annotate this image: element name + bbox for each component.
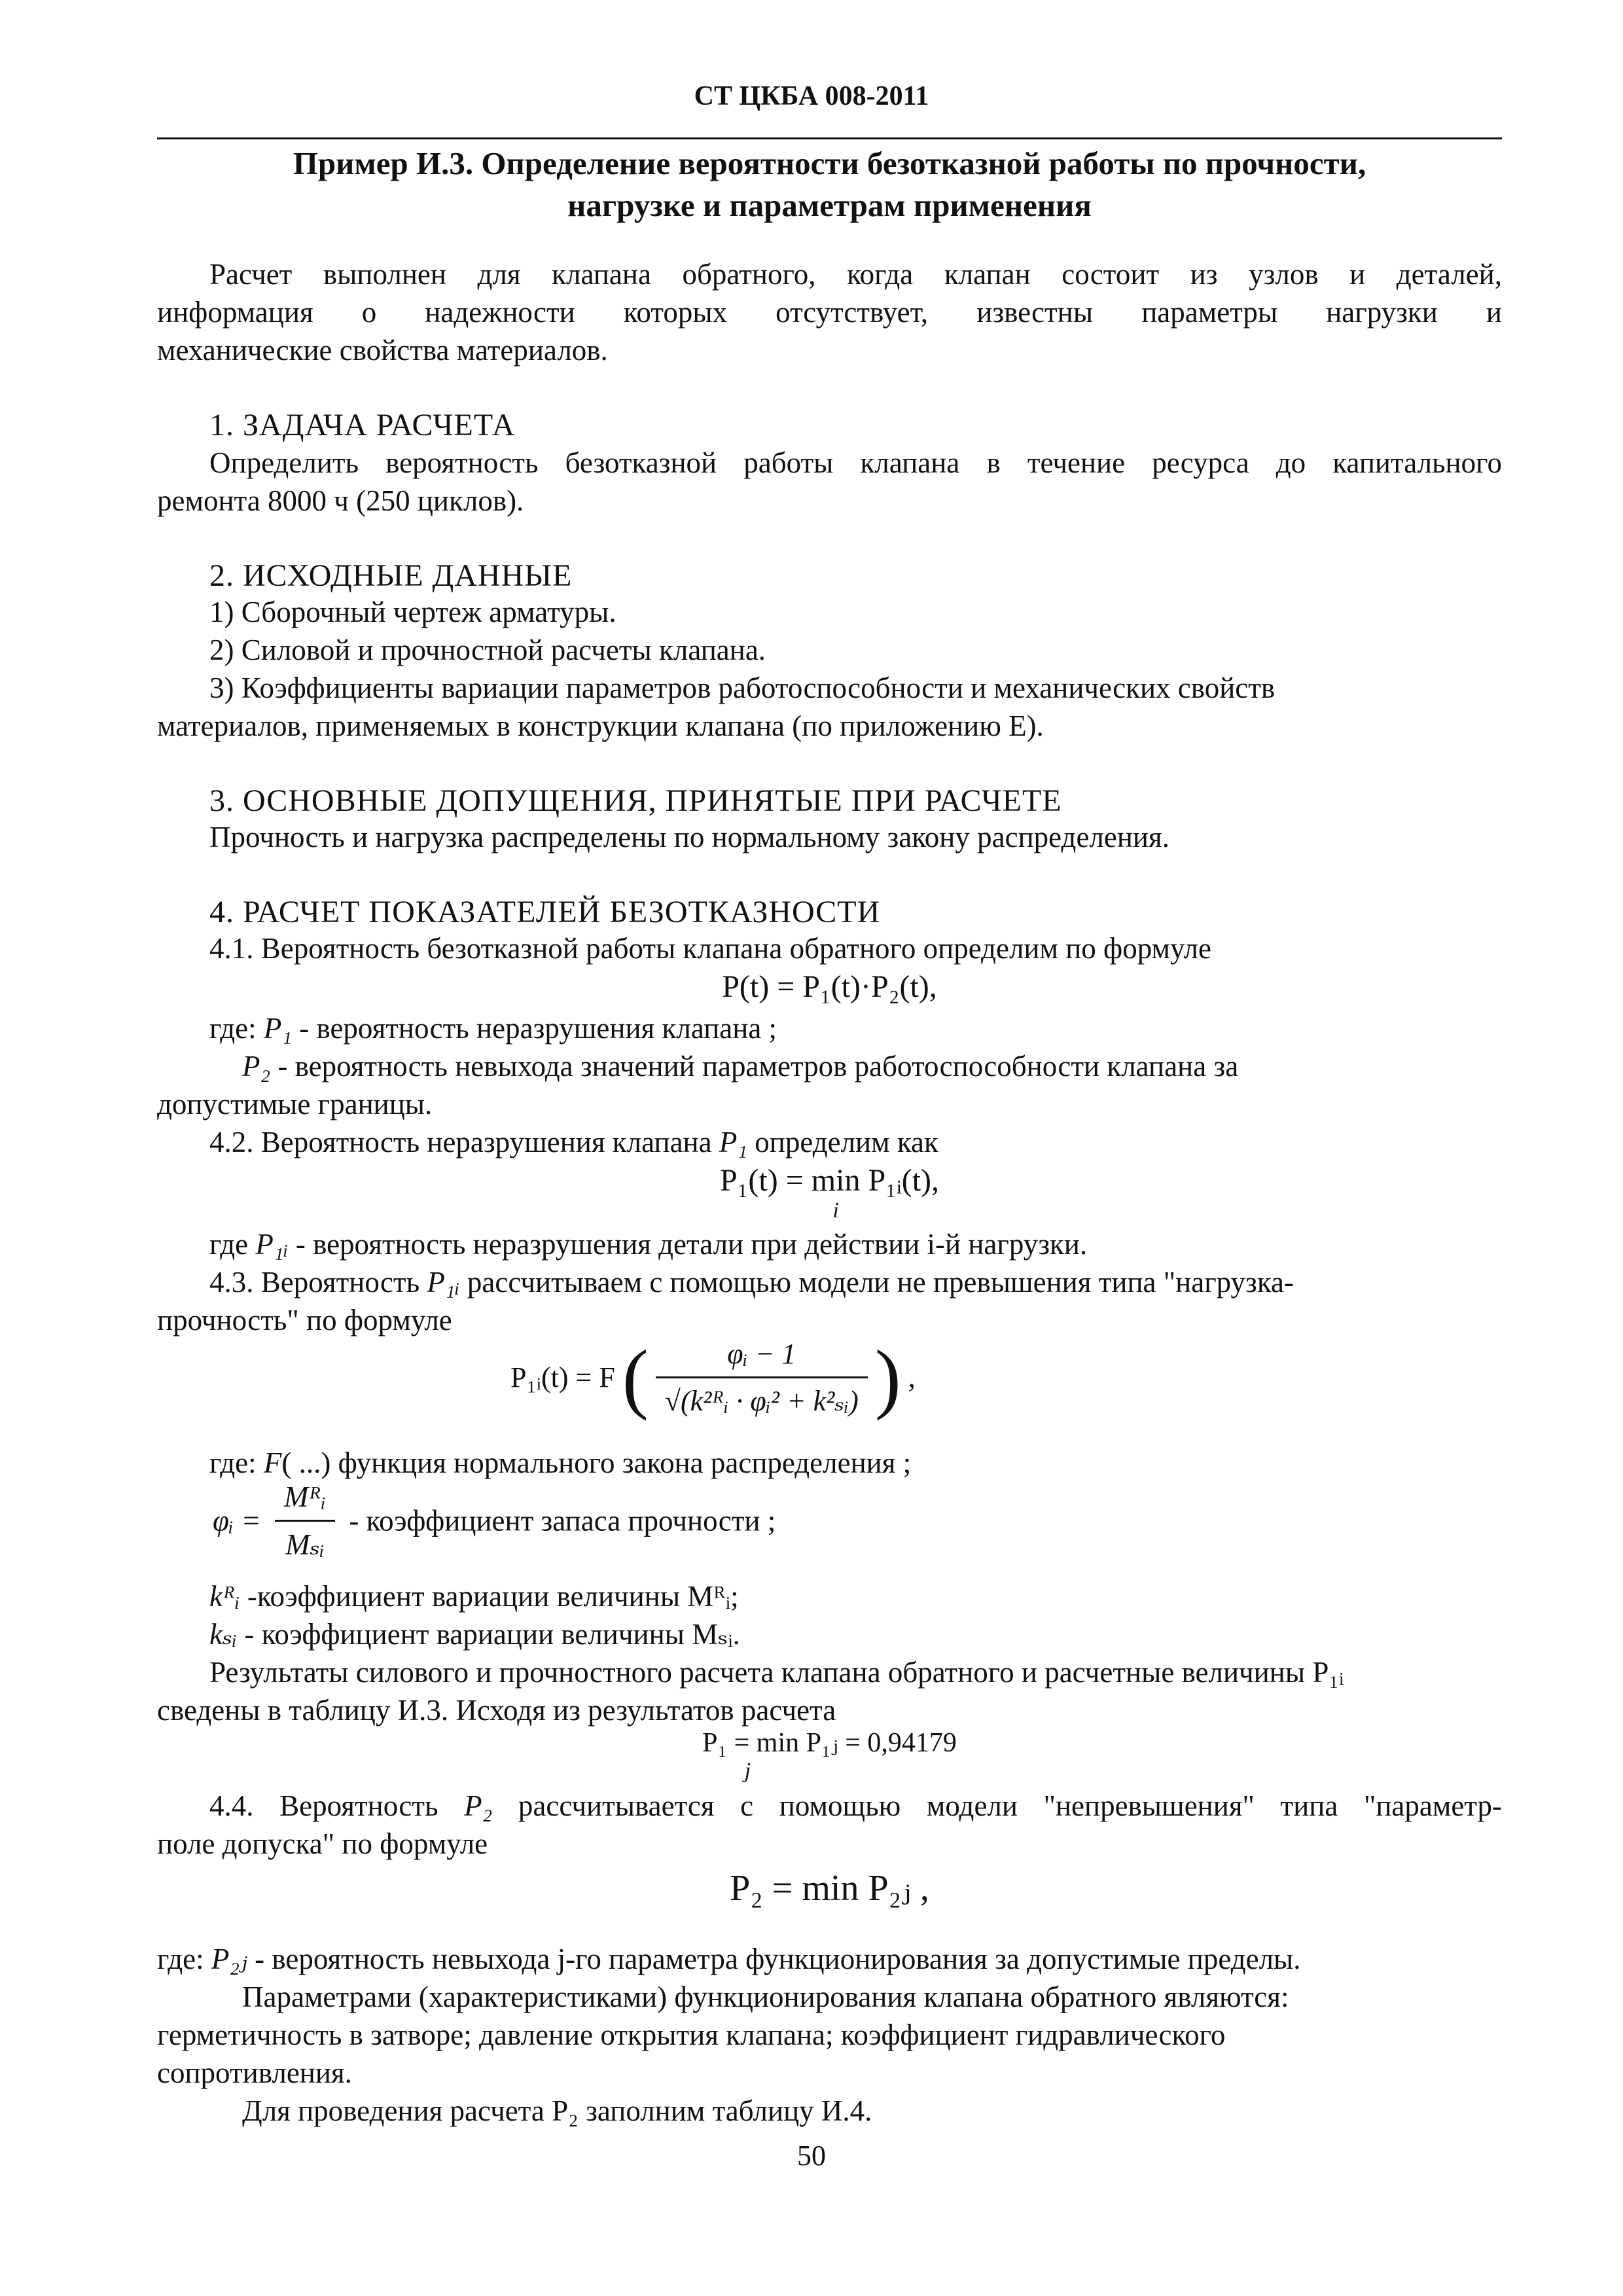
page-number: 50 xyxy=(797,2140,826,2172)
example-title xyxy=(157,143,1502,226)
results-line-1: Результаты силового и прочностного расчета клапана обратного и расчетные величины P₁ᵢ xyxy=(209,1656,1344,1689)
kri-text: -коэффициент вариации величины Mᴿᵢ; xyxy=(240,1580,739,1613)
section-3-line-1: Прочность и нагрузка распределены по нормальному закону распределения. xyxy=(209,821,1169,853)
para-4-2-tail: определим как xyxy=(747,1126,938,1158)
intro-line-1: Расчет выполнен для клапана обратного, когда клапан состоит из узлов и деталей, xyxy=(209,258,1502,291)
phi-text: - коэффициент запаса прочности ; xyxy=(349,1504,776,1537)
where-p1-symbol: P₁ xyxy=(263,1012,292,1045)
title-line-1: Пример И.3. Определение вероятности безотказной работы по прочности, xyxy=(293,145,1366,181)
formula-p-total: P(t) = P₁(t)·P₂(t), xyxy=(722,969,937,1004)
kri-definition xyxy=(157,1577,1502,1617)
formula-p1i-tail: , xyxy=(908,1361,916,1393)
para-4-3-symbol: P₁ᵢ xyxy=(427,1266,460,1299)
para-4-3-text-a: 4.3. Вероятность xyxy=(209,1266,427,1299)
para-4-4-line-2: поле допуска" по формуле xyxy=(157,1827,488,1860)
where-p2j-symbol: P₂ⱼ xyxy=(211,1943,247,1975)
ksi-text: - коэффициент вариации величины Mₛᵢ. xyxy=(237,1618,740,1651)
intro-line-2: информация о надежности которых отсутствует, известны параметры нагрузки и xyxy=(157,296,1502,329)
final-line: Для проведения расчета P₂ заполним таблицу И.4. xyxy=(242,2094,872,2127)
params-line-3: сопротивления. xyxy=(157,2056,352,2089)
para-4-3-line-2: прочность" по формуле xyxy=(157,1304,452,1336)
section-1-line-1: Определить вероятность безотказной работы клапана в течение ресурса до капитального xyxy=(209,446,1502,479)
section-2-item-2: 2) Силовой и прочностной расчеты клапана. xyxy=(209,634,766,666)
phi-numerator: Mᴿᵢ xyxy=(275,1478,335,1522)
para-4-2 xyxy=(157,1123,1502,1162)
phi-denominator: Mₛᵢ xyxy=(285,1528,325,1561)
section-2-item-3-line-2: материалов, применяемых в конструкции клапана (по приложению Е). xyxy=(157,709,1044,742)
where-p2-continuation: допустимые границы. xyxy=(157,1088,433,1121)
where-f-text: ( ...) функция нормального закона распределения ; xyxy=(281,1446,912,1479)
ksi-symbol: kₛᵢ xyxy=(209,1618,238,1651)
where-p1i-text: - вероятность неразрушения детали при действии i-й нагрузки. xyxy=(288,1228,1088,1261)
formula-p1i-numerator: φᵢ − 1 xyxy=(656,1335,868,1378)
para-4-1: 4.1. Вероятность безотказной работы клапана обратного определим по формуле xyxy=(209,932,1211,965)
ksi-definition xyxy=(157,1615,1502,1655)
where-f-prefix: где: xyxy=(209,1446,264,1479)
phi-definition xyxy=(213,1478,1129,1565)
section-2-item-1: 1) Сборочный чертеж арматуры. xyxy=(209,596,616,628)
formula-p1-result-index: j xyxy=(744,1758,751,1783)
where-f-symbol: F xyxy=(263,1446,282,1479)
where-p2j-text: - вероятность невыхода j-го параметра функционирования за допустимые пределы. xyxy=(247,1943,1301,1975)
where-p1-prefix: где: xyxy=(209,1012,264,1045)
section-3-heading: 3. ОСНОВНЫЕ ДОПУЩЕНИЯ, ПРИНЯТЫЕ ПРИ РАСЧЕТЕ xyxy=(209,783,1062,818)
formula-p1-lhs: P₁(t) = xyxy=(719,1163,812,1198)
where-p2j-prefix: где: xyxy=(157,1943,211,1975)
params-line-2: герметичность в затворе; давление открытия клапана; коэффициент гидравлического xyxy=(157,2018,1226,2051)
kri-symbol: kᴿᵢ xyxy=(209,1580,240,1613)
formula-p1-rhs: P₁ᵢ(t), xyxy=(868,1163,940,1198)
min-index: i xyxy=(832,1198,839,1223)
where-p2 xyxy=(157,1047,1502,1086)
section-1-line-2: ремонта 8000 ч (250 циклов). xyxy=(157,484,524,517)
intro-line-3: механические свойства материалов. xyxy=(157,334,608,367)
section-2-item-3-line-1: 3) Коэффициенты вариации параметров работоспособности и механических свойств xyxy=(209,672,1275,704)
formula-p1-result xyxy=(157,1725,1502,1783)
para-4-4-symbol: P₂ xyxy=(464,1789,493,1822)
formula-p1i xyxy=(510,1335,1230,1420)
results-line-2: сведены в таблицу И.3. Исходя из результатов расчета xyxy=(157,1694,836,1727)
where-p1-text: - вероятность неразрушения клапана ; xyxy=(291,1012,777,1045)
para-4-2-text: 4.2. Вероятность неразрушения клапана xyxy=(209,1126,719,1158)
section-1-heading: 1. ЗАДАЧА РАСЧЕТА xyxy=(209,408,516,442)
where-p1i-symbol: P₁ᵢ xyxy=(255,1228,289,1261)
where-f xyxy=(157,1444,1502,1483)
formula-p1i-lhs: P₁ᵢ(t) = F xyxy=(510,1361,615,1393)
right-paren: ) xyxy=(874,1334,901,1422)
para-4-4-text-a: 4.4. Вероятность xyxy=(209,1789,465,1822)
formula-p1-min-operator xyxy=(811,1160,861,1223)
min-label: min xyxy=(811,1163,861,1198)
formula-p1i-fraction xyxy=(656,1335,868,1420)
formula-p1i-denominator: √(k²ᴿᵢ · φᵢ² + k²ₛᵢ) xyxy=(664,1384,859,1417)
para-4-4-text-b: рассчитывается с помощью модели "непревышения" типа "параметр- xyxy=(492,1789,1503,1822)
left-paren: ( xyxy=(622,1334,649,1422)
header-rule xyxy=(157,137,1502,139)
para-4-2-symbol: P₁ xyxy=(719,1126,748,1158)
phi-lhs: φᵢ = xyxy=(213,1504,261,1537)
para-4-4-line-1 xyxy=(157,1787,1502,1826)
where-p1i xyxy=(157,1225,1502,1265)
phi-fraction xyxy=(275,1478,335,1565)
where-p2j xyxy=(157,1940,1502,1979)
section-4-heading: 4. РАСЧЕТ ПОКАЗАТЕЛЕЙ БЕЗОТКАЗНОСТИ xyxy=(209,895,881,929)
where-p1i-prefix: где xyxy=(209,1228,256,1261)
where-p2-symbol: P₂ xyxy=(242,1050,271,1083)
formula-p1-min xyxy=(157,1160,1502,1223)
formula-p2: P₂ = min P₂ⱼ , xyxy=(730,1868,929,1909)
params-line-1: Параметрами (характеристиками) функционирования клапана обратного являются: xyxy=(242,1981,1289,2013)
para-4-3-line-1 xyxy=(157,1263,1502,1302)
title-line-2: нагрузке и параметрам применения xyxy=(567,187,1092,223)
para-4-3-text-b: рассчитываем с помощью модели не превышения типа "нагрузка- xyxy=(459,1266,1294,1299)
formula-p1-result-text: P₁ = min P₁ⱼ = 0,94179 xyxy=(702,1728,957,1758)
where-p1 xyxy=(157,1009,1502,1049)
document-code-header: СТ ЦКБА 008-2011 xyxy=(694,81,929,111)
section-2-heading: 2. ИСХОДНЫЕ ДАННЫЕ xyxy=(209,558,573,593)
where-p2-text: - вероятность невыхода значений параметров работоспособности клапана за xyxy=(270,1050,1239,1083)
